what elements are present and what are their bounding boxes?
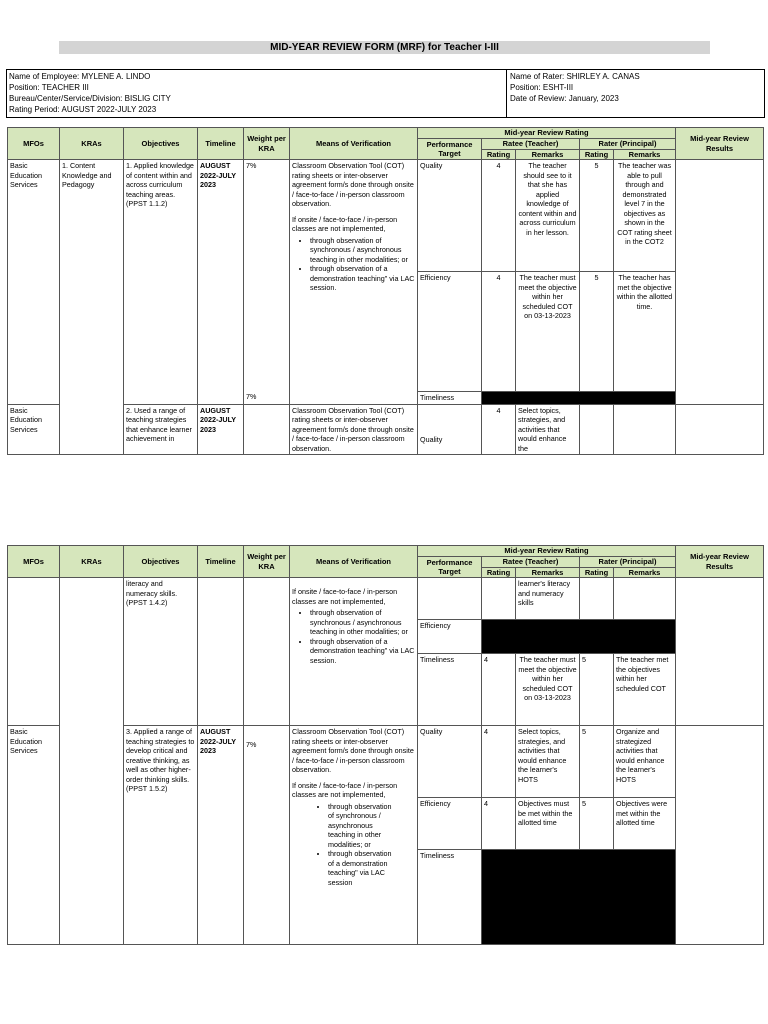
mov-list bbox=[292, 802, 415, 888]
rater-info bbox=[506, 70, 640, 117]
weight-cell bbox=[244, 404, 290, 455]
rater-remarks: The teacher was able to pull through and demonstrated level 7 in the objectives as shown in the COT rating sheet in the COT2 bbox=[614, 160, 676, 272]
blacked-out-cell bbox=[482, 620, 676, 654]
header-kras: KRAs bbox=[60, 128, 124, 160]
blacked-out-cell bbox=[482, 850, 676, 945]
header-weight: Weight per KRA bbox=[244, 546, 290, 578]
mov-cell: Classroom Observation Tool (COT) rating sheets or inter-observer agreement form/s done through onsite / face-to-face / in-person classroom observation. bbox=[290, 404, 418, 455]
kra-cell: 1. Content Knowledge and Pedagogy bbox=[60, 160, 124, 455]
ratee-rating bbox=[482, 578, 516, 620]
objective-cell: 3. Applied a range of teaching strategies to develop critical and creative thinking, as well as other higher-order thinking skills. (PPST 1.5.2) bbox=[124, 726, 198, 945]
header-rater-remarks: Remarks bbox=[614, 567, 676, 578]
target-quality: Quality bbox=[418, 160, 482, 272]
results-cell bbox=[676, 726, 764, 945]
header-ratee: Ratee (Teacher) bbox=[482, 139, 580, 150]
mfo-cell: Basic Education Services bbox=[8, 160, 60, 405]
header-kras: KRAs bbox=[60, 546, 124, 578]
target-quality: Quality bbox=[418, 726, 482, 798]
mov-bullet: • through observation of synchronous / asynchronous teaching in other modalities; or bbox=[310, 236, 415, 265]
mov-list bbox=[292, 608, 415, 665]
rater-remarks bbox=[614, 404, 676, 455]
results-cell bbox=[676, 578, 764, 726]
header-mfos: MFOs bbox=[8, 546, 60, 578]
header-timeline: Timeline bbox=[198, 128, 244, 160]
header-midyear-rating: Mid-year Review Rating bbox=[418, 128, 676, 139]
ratee-rating: 4 bbox=[482, 160, 516, 272]
mov-bullet: • through observation of synchronous / asynchronous teaching in other modalities; or bbox=[310, 608, 415, 637]
blacked-out-cell bbox=[482, 392, 676, 405]
mov-list bbox=[292, 236, 415, 293]
header-rater: Rater (Principal) bbox=[580, 557, 676, 568]
review-table-1 bbox=[7, 127, 764, 455]
target-quality: Quality bbox=[418, 404, 482, 455]
header-objectives: Objectives bbox=[124, 128, 198, 160]
target-efficiency: Efficiency bbox=[418, 798, 482, 850]
ratee-rating: 4 bbox=[482, 272, 516, 392]
timeline-cell bbox=[198, 578, 244, 726]
header-ratee-rating: Rating bbox=[482, 149, 516, 160]
weight-value-2: 7% bbox=[246, 392, 257, 401]
rater-remarks bbox=[614, 578, 676, 620]
header-ratee-rating: Rating bbox=[482, 567, 516, 578]
review-date: Date of Review: January, 2023 bbox=[510, 94, 619, 103]
review-table-2 bbox=[7, 545, 764, 945]
mov-text: Classroom Observation Tool (COT) rating sheets or inter-observer agreement form/s done through onsite / face-to-face / in-person classroom observation. bbox=[292, 727, 414, 774]
ratee-remarks: The teacher should see to it that she has applied knowledge of content within and across curriculum in her lesson. bbox=[516, 160, 580, 272]
employee-info bbox=[9, 71, 171, 115]
header-rater: Rater (Principal) bbox=[580, 139, 676, 150]
rater-position: Position: ESHT-III bbox=[510, 83, 574, 92]
mov-bullet: • through observation of a demonstration teaching" via LAC session. bbox=[310, 637, 415, 666]
results-cell bbox=[676, 404, 764, 455]
ratee-remarks: The teacher must meet the objective within her scheduled COT on 03-13-2023 bbox=[516, 272, 580, 392]
rater-remarks: Organize and strategized activities that would enhance the learner's HOTS bbox=[614, 726, 676, 798]
timeline-cell: AUGUST 2022-JULY 2023 bbox=[198, 160, 244, 405]
mfo-cell: Basic Education Services bbox=[8, 404, 60, 455]
form-title: MID-YEAR REVIEW FORM (MRF) for Teacher I-III bbox=[59, 41, 710, 54]
rater-rating: 5 bbox=[580, 654, 614, 726]
employee-name: Name of Employee: MYLENE A. LINDO bbox=[9, 72, 151, 81]
header-performance-target: Performance Target bbox=[418, 139, 482, 160]
header-mfos: MFOs bbox=[8, 128, 60, 160]
mov-text-alt: If onsite / face-to-face / in-person classes are not implemented, bbox=[292, 587, 398, 606]
objective-cell: 2. Used a range of teaching strategies that enhance learner achievement in bbox=[124, 404, 198, 455]
header-rater-rating: Rating bbox=[580, 567, 614, 578]
target-timeliness: Timeliness bbox=[418, 850, 482, 945]
header-mov: Means of Verification bbox=[290, 546, 418, 578]
header-performance-target: Performance Target bbox=[418, 557, 482, 578]
kra-cell bbox=[60, 578, 124, 945]
timeline-cell: AUGUST 2022-JULY 2023 bbox=[198, 404, 244, 455]
mov-bullet: • through observation of a demonstration teaching" via LAC session. bbox=[310, 264, 415, 293]
rater-name: Name of Rater: SHIRLEY A. CANAS bbox=[510, 72, 640, 81]
mov-cell bbox=[290, 726, 418, 945]
mfo-cell bbox=[8, 578, 60, 726]
header-ratee-remarks: Remarks bbox=[516, 567, 580, 578]
ratee-remarks: Select topics, strategies, and activities that would enhance the learner's HOTS bbox=[516, 726, 580, 798]
header-mov: Means of Verification bbox=[290, 128, 418, 160]
rater-remarks: Objectives were met within the allotted time bbox=[614, 798, 676, 850]
ratee-remarks: Objectives must be met within the allotted time bbox=[516, 798, 580, 850]
mov-text-alt: If onsite / face-to-face / in-person classes are not implemented, bbox=[292, 780, 398, 799]
target-quality bbox=[418, 578, 482, 620]
mov-cell bbox=[290, 160, 418, 405]
ratee-remarks: The teacher must meet the objective within her scheduled COT on 03-13-2023 bbox=[516, 654, 580, 726]
header-results: Mid-year Review Results bbox=[676, 546, 764, 578]
rater-rating: 5 bbox=[580, 160, 614, 272]
employee-info-box bbox=[6, 69, 765, 118]
mov-text-alt: If onsite / face-to-face / in-person classes are not implemented, bbox=[292, 214, 398, 233]
rater-rating: 5 bbox=[580, 726, 614, 798]
header-results: Mid-year Review Results bbox=[676, 128, 764, 160]
mov-bullet: • through observation of a demonstration teaching" via LAC session bbox=[328, 849, 397, 887]
rating-period: Rating Period: AUGUST 2022-JULY 2023 bbox=[9, 105, 157, 114]
mfo-cell: Basic Education Services bbox=[8, 726, 60, 945]
mov-cell bbox=[290, 578, 418, 726]
header-objectives: Objectives bbox=[124, 546, 198, 578]
weight-cell bbox=[244, 578, 290, 726]
ratee-rating: 4 bbox=[482, 404, 516, 455]
timeline-cell: AUGUST 2022-JULY 2023 bbox=[198, 726, 244, 945]
ratee-rating: 4 bbox=[482, 726, 516, 798]
header-weight: Weight per KRA bbox=[244, 128, 290, 160]
target-timeliness: Timeliness bbox=[418, 654, 482, 726]
rater-remarks: The teacher has met the objective within the allotted time. bbox=[614, 272, 676, 392]
weight-value: 7% bbox=[246, 161, 257, 170]
mov-bullet: • through observation of synchronous / asynchronous teaching in other modalities; or bbox=[328, 802, 397, 850]
header-rater-remarks: Remarks bbox=[614, 149, 676, 160]
results-cell bbox=[676, 160, 764, 405]
header-ratee: Ratee (Teacher) bbox=[482, 557, 580, 568]
header-midyear-rating: Mid-year Review Rating bbox=[418, 546, 676, 557]
ratee-remarks: Select topics, strategies, and activities that would enhance the bbox=[516, 404, 580, 455]
mov-text: Classroom Observation Tool (COT) rating sheets or inter-observer agreement form/s done through onsite / face-to-face / in-person classroom observation. bbox=[292, 161, 414, 208]
header-rater-rating: Rating bbox=[580, 149, 614, 160]
rater-rating bbox=[580, 404, 614, 455]
ratee-rating: 4 bbox=[482, 798, 516, 850]
target-efficiency: Efficiency bbox=[418, 272, 482, 392]
header-timeline: Timeline bbox=[198, 546, 244, 578]
objective-cell: 1. Applied knowledge of content within and across curriculum teaching areas. (PPST 1.1.2) bbox=[124, 160, 198, 405]
rater-rating: 5 bbox=[580, 798, 614, 850]
weight-cell: 7% bbox=[244, 726, 290, 945]
rater-remarks: The teacher met the objectives within her scheduled COT bbox=[614, 654, 676, 726]
rater-rating bbox=[580, 578, 614, 620]
employee-bureau: Bureau/Center/Service/Division: BISLIG CITY bbox=[9, 94, 171, 103]
ratee-rating: 4 bbox=[482, 654, 516, 726]
target-efficiency: Efficiency bbox=[418, 620, 482, 654]
employee-position: Position: TEACHER III bbox=[9, 83, 89, 92]
weight-cell bbox=[244, 160, 290, 405]
target-timeliness: Timeliness bbox=[418, 392, 482, 405]
ratee-remarks: learner's literacy and numeracy skills bbox=[516, 578, 580, 620]
objective-cell: literacy and numeracy skills. (PPST 1.4.2) bbox=[124, 578, 198, 726]
header-ratee-remarks: Remarks bbox=[516, 149, 580, 160]
rater-rating: 5 bbox=[580, 272, 614, 392]
